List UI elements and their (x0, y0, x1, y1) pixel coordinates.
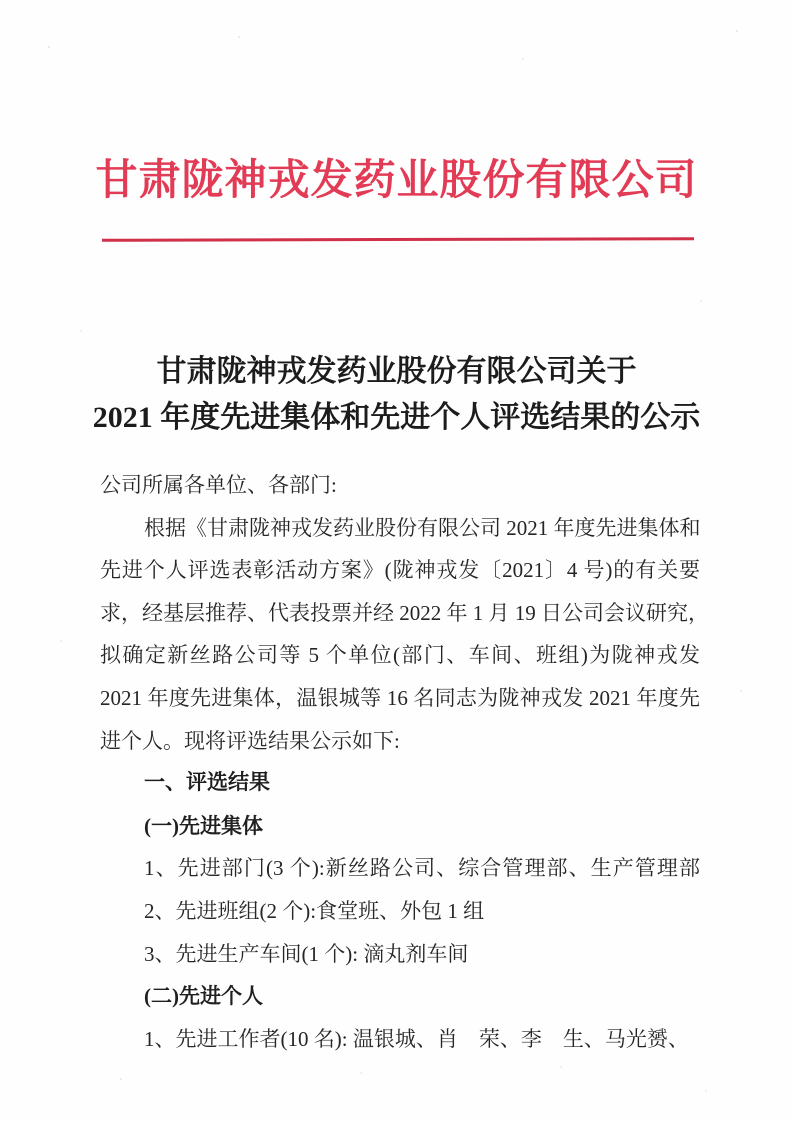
heading-selection-results: 一、评选结果 (144, 771, 270, 795)
document-title-line-2: 2021 年度先进集体和先进个人评选结果的公示 (92, 401, 701, 434)
paragraph-line-2: 先进个人评选表彰活动方案》(陇神戎发〔2021〕4 号)的有关要 (100, 558, 700, 583)
document-title (0, 349, 793, 441)
salutation-line: 公司所属各单位、各部门: (100, 473, 337, 497)
list-item-advanced-departments: 1、先进部门(3 个):新丝路公司、综合管理部、生产管理部 (144, 856, 700, 881)
heading-advanced-collectives: (一)先进集体 (144, 813, 263, 838)
list-item-advanced-workshop: 3、先进生产车间(1 个): 滴丸剂车间 (144, 941, 469, 966)
letterhead-company-name: 甘肃陇神戎发药业股份有限公司 (95, 158, 698, 204)
document-body (100, 464, 709, 1060)
scan-speckles (0, 0, 2, 2)
list-item-advanced-teams: 2、先进班组(2 个):食堂班、外包 1 组 (144, 898, 485, 923)
heading-advanced-individuals: (二)先进个人 (144, 984, 263, 1009)
paragraph-line-1: 根据《甘肃陇神戎发药业股份有限公司 2021 年度先进集体和 (144, 515, 701, 540)
letterhead-divider-rule (102, 237, 694, 242)
paragraph-line-5: 2021 年度先进集体，温银城等 16 名同志为陇神戎发 2021 年度先 (100, 685, 700, 710)
paragraph-line-4: 拟确定新丝路公司等 5 个单位(部门、车间、班组)为陇神戎发 (100, 643, 700, 668)
paragraph-line-3: 求，经基层推荐、代表投票并经 2022 年 1 月 19 日公司会议研究， (100, 600, 709, 625)
list-item-advanced-workers: 1、先进工作者(10 名): 温银城、肖 荣、李 生、马光赟、 (144, 1026, 689, 1051)
document-title-line-1: 甘肃陇神戎发药业股份有限公司关于 (156, 355, 637, 388)
paragraph-line-6: 进个人。现将评选结果公示如下: (100, 728, 400, 753)
